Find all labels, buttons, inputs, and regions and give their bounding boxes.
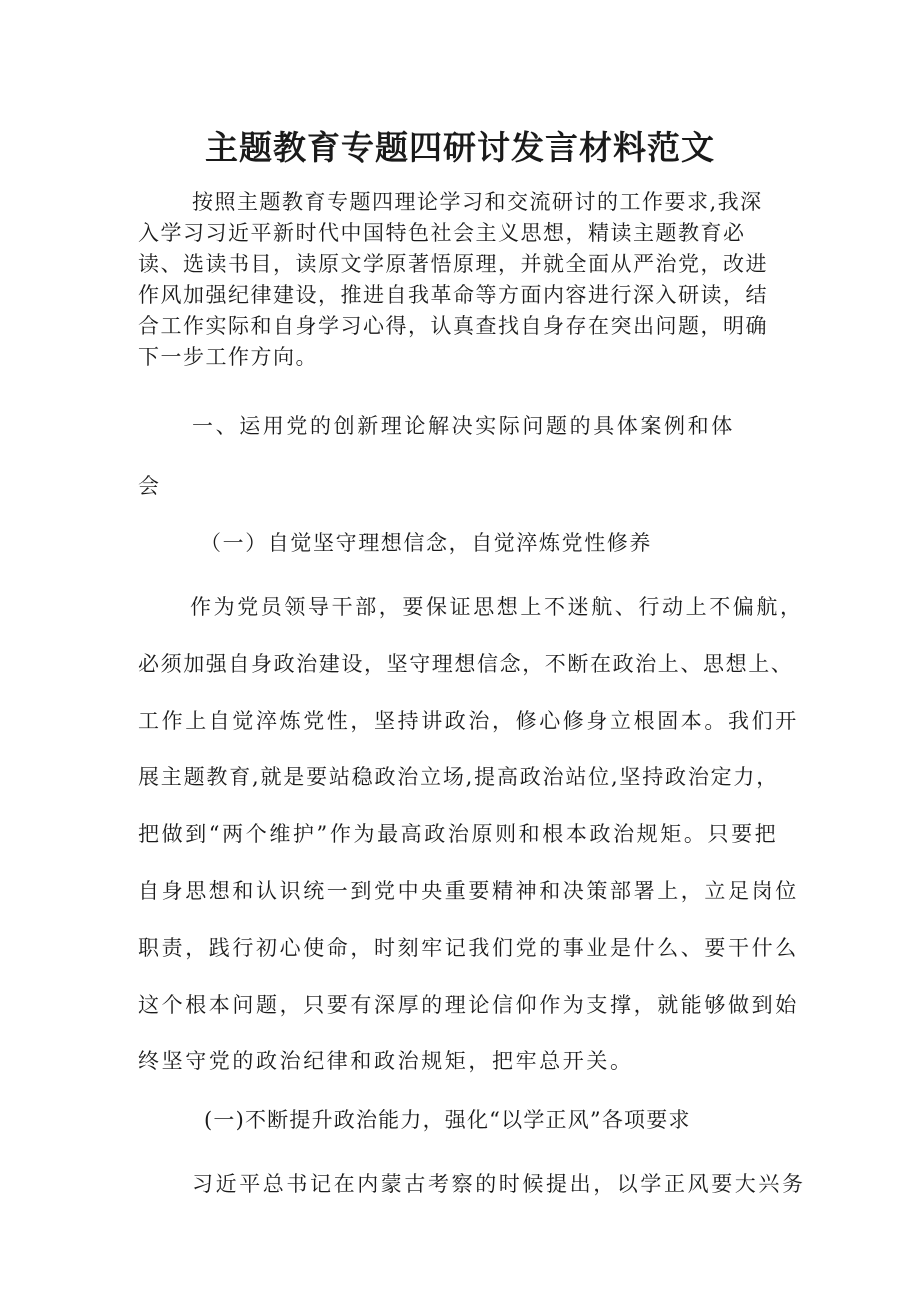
paragraph1-line-9: 终坚守党的政治纪律和政治规矩，把牢总开关。 [138, 1049, 634, 1073]
subsection-heading-2: (一)不断提升政治能力，强化“以学正风”各项要求 [204, 1108, 691, 1132]
section-heading-line-1: 一、运用党的创新理论解决实际问题的具体案例和体 [192, 414, 735, 438]
paragraph1-line-8: 这个根本问题，只要有深厚的理论信仰作为支撑，就能够做到始 [138, 993, 799, 1017]
paragraph1-line-7: 职责，践行初心使命，时刻牢记我们党的事业是什么、要干什么 [138, 936, 799, 960]
paragraph1-line-4: 展主题教育,就是要站稳政治立场,提高政治站位,坚持政治定力， [138, 765, 780, 789]
paragraph2-line-1: 习近平总书记在内蒙古考察的时候提出，以学正风要大兴务 [192, 1172, 806, 1196]
paragraph1-line-3: 工作上自觉淬炼党性，坚持讲政治，修心修身立根固本。我们开 [138, 709, 799, 733]
paragraph1-line-2: 必须加强自身政治建设，坚守理想信念，不断在政治上、思想上、 [138, 652, 794, 676]
document-title: 主题教育专题四研讨发言材料范文 [205, 128, 715, 167]
paragraph1-line-5: 把做到“两个维护”作为最高政治原则和根本政治规矩。只要把 [138, 822, 779, 846]
intro-line-1: 按照主题教育专题四理论学习和交流研讨的工作要求,我深 [192, 190, 763, 214]
intro-line-3: 读、选读书目，读原文学原著悟原理，并就全面从严治党，改进 [138, 252, 768, 276]
paragraph1-line-1: 作为党员领导干部，要保证思想上不迷航、行动上不偏航， [190, 595, 804, 619]
subsection-heading-1: （一）自觉坚守理想信念，自觉淬炼党性修养 [200, 531, 652, 555]
paragraph1-line-6: 自身思想和认识统一到党中央重要精神和决策部署上，立足岗位 [138, 879, 799, 903]
intro-line-2: 入学习习近平新时代中国特色社会主义思想，精读主题教育必 [138, 221, 746, 245]
intro-line-5: 合工作实际和自身学习心得，认真查找自身存在突出问题，明确 [138, 314, 768, 338]
intro-line-4: 作风加强纪律建设，推进自我革命等方面内容进行深入研读，结 [138, 283, 768, 307]
intro-line-6: 下一步工作方向。 [138, 345, 318, 369]
section-heading-line-2: 会 [138, 474, 162, 498]
